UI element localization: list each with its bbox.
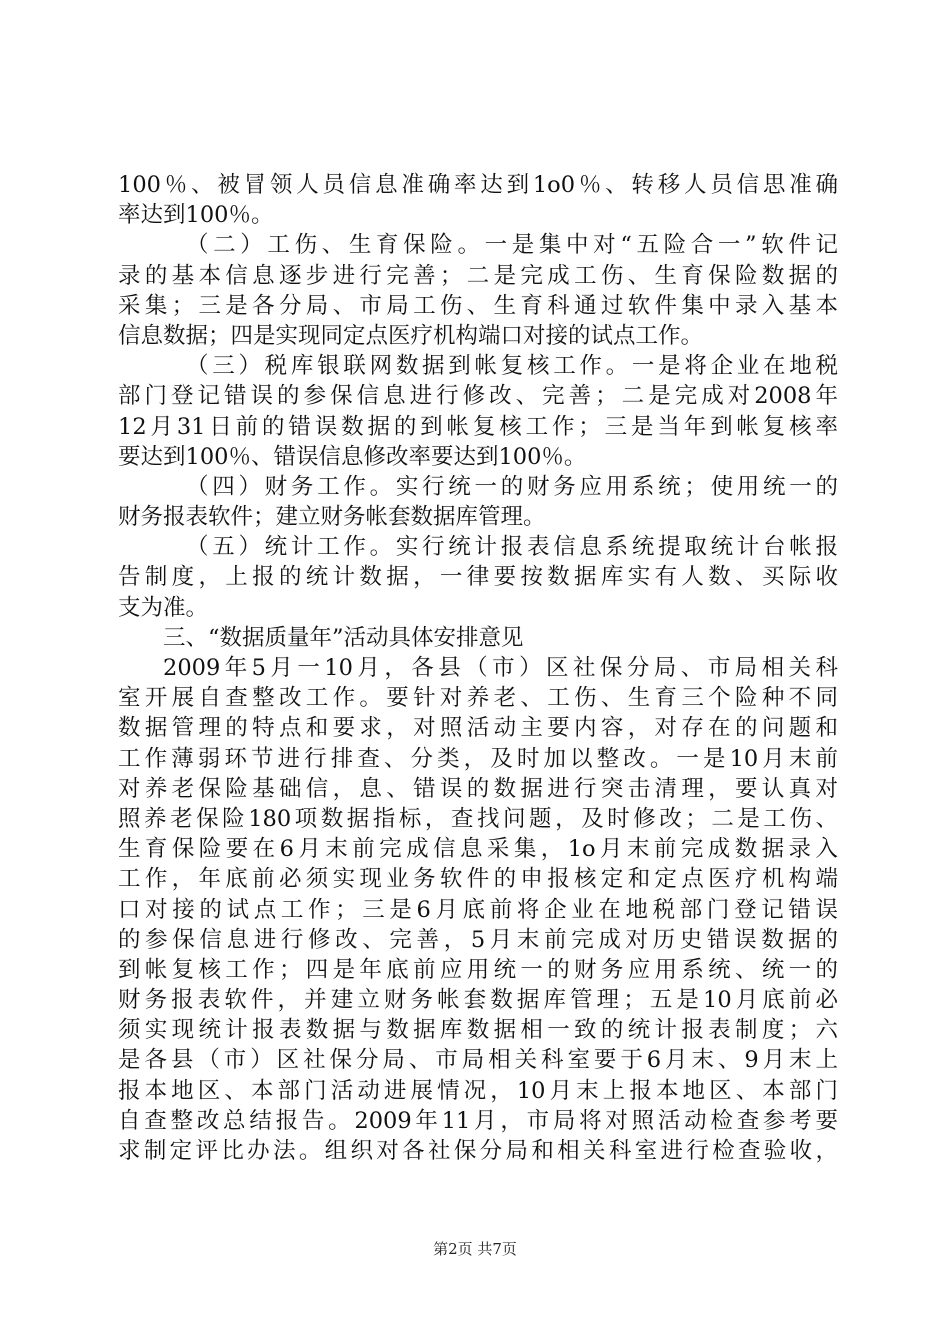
text-line: 工作薄弱环节进行排查、分类，及时加以整改。一是10月末前 xyxy=(118,745,838,772)
text-line: （三）税库银联网数据到帐复核工作。一是将企业在地税 xyxy=(186,353,838,380)
text-line: 照养老保险180项数据指标，查找问题，及时修改；二是工伤、 xyxy=(118,805,838,832)
text-line: 100％、被冒领人员信息准确率达到1o0％、转移人员信思准确 xyxy=(118,172,838,198)
text-line: 室开展自查整改工作。要针对养老、工伤、生育三个险种不同 xyxy=(118,685,838,712)
text-line: 采集；三是各分局、市局工伤、生育科通过软件集中录入基本 xyxy=(118,292,838,319)
text-line: 财务报表软件；建立财务帐套数据库管理。 xyxy=(118,504,546,531)
text-line: 生育保险要在6月末前完成信息采集，1o月末前完成数据录入 xyxy=(118,836,838,863)
text-line: 的参保信息进行修改、完善，5月末前完成对历史错误数据的 xyxy=(118,926,838,953)
text-line: 率达到100％。 xyxy=(118,202,274,229)
text-line: 告制度，上报的统计数据，一律要按数据库实有人数、买际收 xyxy=(118,564,838,591)
text-line: 支为准。 xyxy=(118,594,209,621)
text-line: 到帐复核工作；四是年底前应用统一的财务应用系统、统一的 xyxy=(118,956,838,983)
text-line: 12月31日前的错误数据的到帐复核工作；三是当年到帐复核率 xyxy=(118,413,838,440)
text-line: 工作，年底前必须实现业务软件的申报核定和定点医疗机构端 xyxy=(118,866,838,893)
text-line: （五）统计工作。实行统计报表信息系统提取统计台帐报 xyxy=(186,534,838,561)
text-line: 对养老保险基础信，息、错误的数据进行突击清理，要认真对 xyxy=(118,775,838,802)
text-line: 2009年5月一10月，各县（市）区社保分局、市局相关科 xyxy=(163,655,838,681)
text-line: 财务报表软件，并建立财务帐套数据库管理；五是10月底前必 xyxy=(118,987,838,1014)
text-line: 部门登记错误的参保信息进行修改、完善；二是完成对2008年 xyxy=(118,383,838,410)
section-heading: 三、“数据质量年”活动具体安排意见 xyxy=(163,624,524,651)
text-line: 求制定评比办法。组织对各社保分局和相关科室进行检查验收， xyxy=(118,1138,838,1164)
text-line: 自查整改总结报告。2009年11月，市局将对照活动检查参考要 xyxy=(118,1107,838,1134)
text-line: 须实现统计报表数据与数据库数据相一致的统计报表制度；六 xyxy=(118,1017,838,1044)
text-line: （二）工伤、生育保险。一是集中对“五险合一”软件记 xyxy=(186,232,838,259)
text-line: 数据管理的特点和要求，对照活动主要内容，对存在的问题和 xyxy=(118,715,838,742)
text-line: 口对接的试点工作；三是6月底前将企业在地税部门登记错误 xyxy=(118,896,838,923)
text-line: 录的基本信息逐步进行完善；二是完成工伤、生育保险数据的 xyxy=(118,262,838,289)
text-line: 要达到100％、错误信息修改率要达到100％。 xyxy=(118,443,587,470)
text-line: 信息数据；四是实现同定点医疗机构端口对接的试点工作。 xyxy=(118,322,704,349)
text-line: 报本地区、本部门活动进展情况，10月末上报本地区、本部门 xyxy=(118,1077,838,1104)
body-text xyxy=(118,170,838,1166)
page-footer: 第2页 共7页 xyxy=(433,1240,517,1258)
text-line: （四）财务工作。实行统一的财务应用系统；使用统一的 xyxy=(186,473,838,500)
text-line: 是各县（市）区社保分局、市局相关科室要于6月末、9月末上 xyxy=(118,1047,838,1074)
